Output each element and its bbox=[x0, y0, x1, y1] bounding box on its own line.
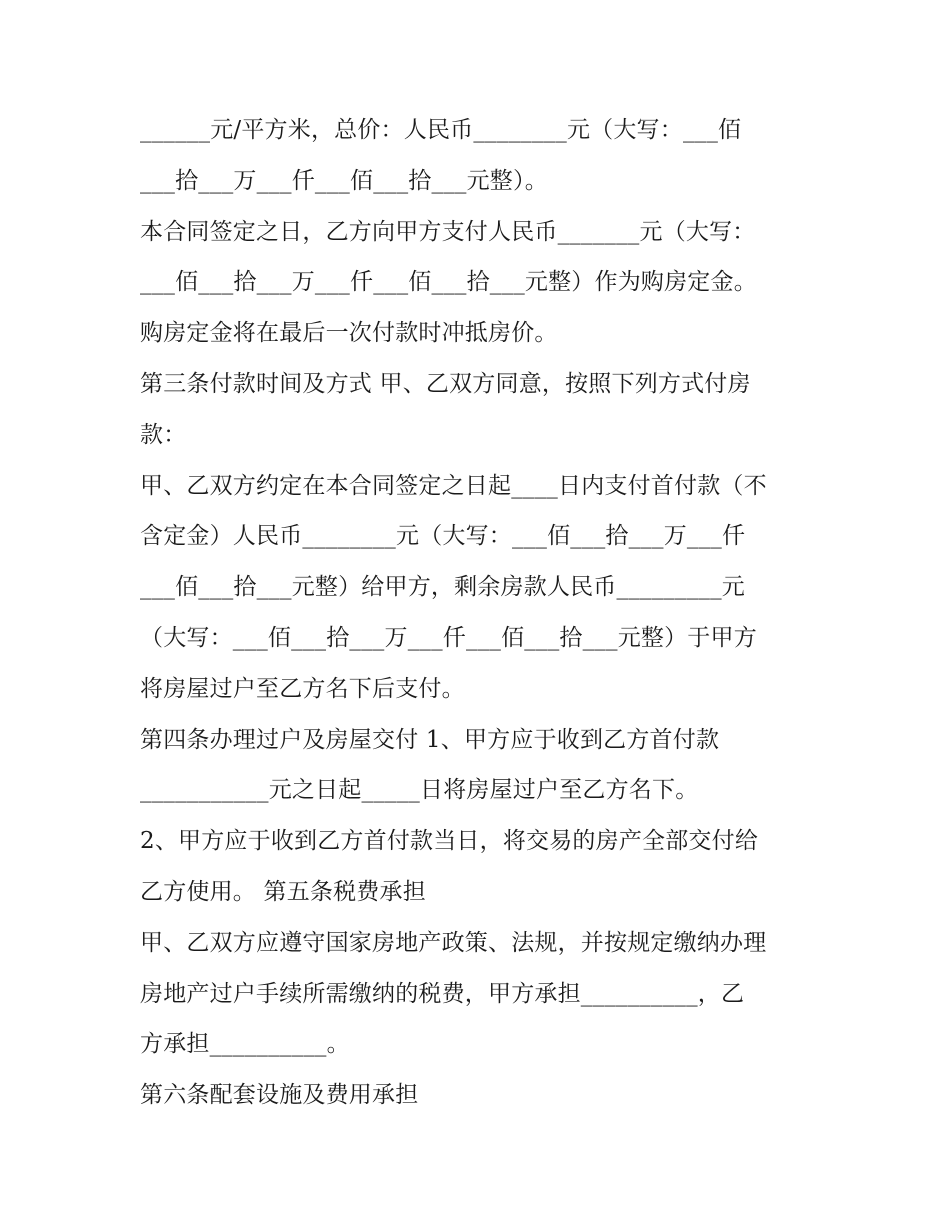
text-line: 款： bbox=[140, 421, 187, 448]
article-5-heading: 乙方使用。 第五条税费承担 bbox=[140, 878, 426, 905]
text-line: 甲、乙双方应遵守国家房地产政策、法规，并按规定缴纳办理 bbox=[140, 929, 767, 956]
text-line: ___佰___拾___元整）给甲方，剩余房款人民币_________元 bbox=[140, 574, 745, 601]
text-line: ___佰___拾___万___仟___佰___拾___元整）作为购房定金。 bbox=[140, 269, 757, 296]
text-line: 2、甲方应于收到乙方首付款当日，将交易的房产全部交付给 bbox=[140, 828, 759, 855]
text-line: 购房定金将在最后一次付款时冲抵房价。 bbox=[140, 320, 558, 347]
text-line: 本合同签定之日，乙方向甲方支付人民币_______元（大写： bbox=[140, 218, 756, 245]
text-line: （大写：___佰___拾___万___仟___佰___拾___元整）于甲方 bbox=[140, 624, 757, 651]
article-6-heading: 第六条配套设施及费用承担 bbox=[140, 1082, 419, 1109]
text-line: 含定金）人民币________元（大写：___佰___拾___万___仟 bbox=[140, 523, 746, 550]
article-4-heading: 第四条办理过户及房屋交付 1、甲方应于收到乙方首付款 bbox=[140, 726, 720, 753]
text-line: 甲、乙双方约定在本合同签定之日起____日内支付首付款（不 bbox=[140, 472, 767, 499]
text-line: ___________元之日起_____日将房屋过户至乙方名下。 bbox=[140, 777, 699, 804]
text-line: 将房屋过户至乙方名下后支付。 bbox=[140, 675, 465, 702]
article-3-heading: 第三条付款时间及方式 甲、乙双方同意，按照下列方式付房 bbox=[140, 370, 751, 397]
text-line: ______元/平方米，总价：人民币________元（大写：___佰 bbox=[140, 117, 742, 143]
text-line: ___拾___万___仟___佰___拾___元整）。 bbox=[140, 167, 548, 194]
text-line: 方承担__________。 bbox=[140, 1031, 350, 1058]
contract-text bbox=[140, 105, 820, 1121]
text-line: 房地产过户手续所需缴纳的税费，甲方承担__________，乙 bbox=[140, 980, 745, 1007]
